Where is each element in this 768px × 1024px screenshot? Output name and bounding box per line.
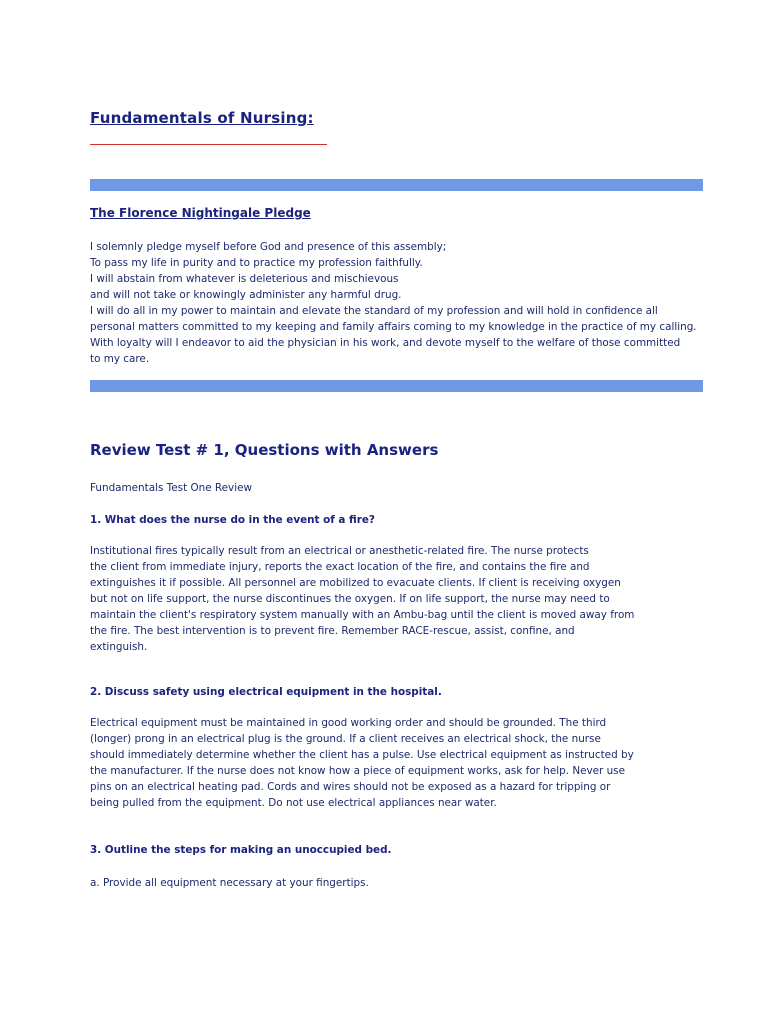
question-heading: 3. Outline the steps for making an unoccupied bed.	[90, 844, 392, 856]
answer-line: pins on an electrical heating pad. Cords and wires should not be exposed as a hazard for tripping or	[90, 781, 611, 793]
section-divider-bar	[90, 179, 703, 191]
pledge-line: I will abstain from whatever is deleterious and mischievous	[90, 273, 399, 285]
pledge-line: I solemnly pledge myself before God and presence of this assembly;	[90, 241, 447, 253]
review-subtitle: Fundamentals Test One Review	[90, 482, 252, 494]
answer-line: (longer) prong in an electrical plug is the ground. If a client receives an electrical shock, the nurse	[90, 733, 601, 745]
answer-line: Electrical equipment must be maintained in good working order and should be grounded. The third	[90, 717, 607, 729]
answer-line: maintain the client's respiratory system manually with an Ambu-bag until the client is moved away from	[90, 609, 635, 621]
pledge-line: and will not take or knowingly administer any harmful drug.	[90, 289, 402, 301]
pledge-line: to my care.	[90, 353, 150, 365]
pledge-line: I will do all in my power to maintain and elevate the standard of my profession and will hold in confidence all	[90, 305, 658, 317]
answer-line: the client from immediate injury, reports the exact location of the fire, and contains the fire and	[90, 561, 590, 573]
answer-line: extinguishes it if possible. All personnel are mobilized to evacuate clients. If client is receiving oxygen	[90, 577, 621, 589]
answer-text	[90, 875, 710, 891]
answer-line: extinguish.	[90, 641, 148, 653]
answer-line: Institutional fires typically result from an electrical or anesthetic-related fire. The nurse protects	[90, 545, 589, 557]
answer-text	[90, 715, 710, 811]
answer-line: the manufacturer. If the nurse does not know how a piece of equipment works, ask for help. Never use	[90, 765, 625, 777]
answer-line: the fire. The best intervention is to prevent fire. Remember RACE-rescue, assist, confine, and	[90, 625, 575, 637]
title-underline-rule	[90, 144, 327, 145]
answer-text	[90, 543, 710, 655]
page-title: Fundamentals of Nursing:	[90, 109, 314, 127]
answer-line: being pulled from the equipment. Do not use electrical appliances near water.	[90, 797, 497, 809]
question-heading: 2. Discuss safety using electrical equipment in the hospital.	[90, 686, 442, 698]
pledge-line: personal matters committed to my keeping and family affairs coming to my knowledge in the practice of my calling.	[90, 321, 697, 333]
review-test-title: Review Test # 1, Questions with Answers	[90, 441, 439, 459]
answer-line: but not on life support, the nurse discontinues the oxygen. If on life support, the nurse may need to	[90, 593, 610, 605]
answer-line: a. Provide all equipment necessary at your fingertips.	[90, 877, 369, 889]
pledge-line: With loyalty will I endeavor to aid the physician in his work, and devote myself to the welfare of those committed	[90, 337, 681, 349]
pledge-text	[90, 239, 710, 367]
section-divider-bar	[90, 380, 703, 392]
answer-line: should immediately determine whether the client has a pulse. Use electrical equipment as instructed by	[90, 749, 634, 761]
pledge-line: To pass my life in purity and to practice my profession faithfully.	[90, 257, 423, 269]
pledge-title: The Florence Nightingale Pledge	[90, 206, 311, 220]
question-heading: 1. What does the nurse do in the event of a fire?	[90, 514, 375, 526]
